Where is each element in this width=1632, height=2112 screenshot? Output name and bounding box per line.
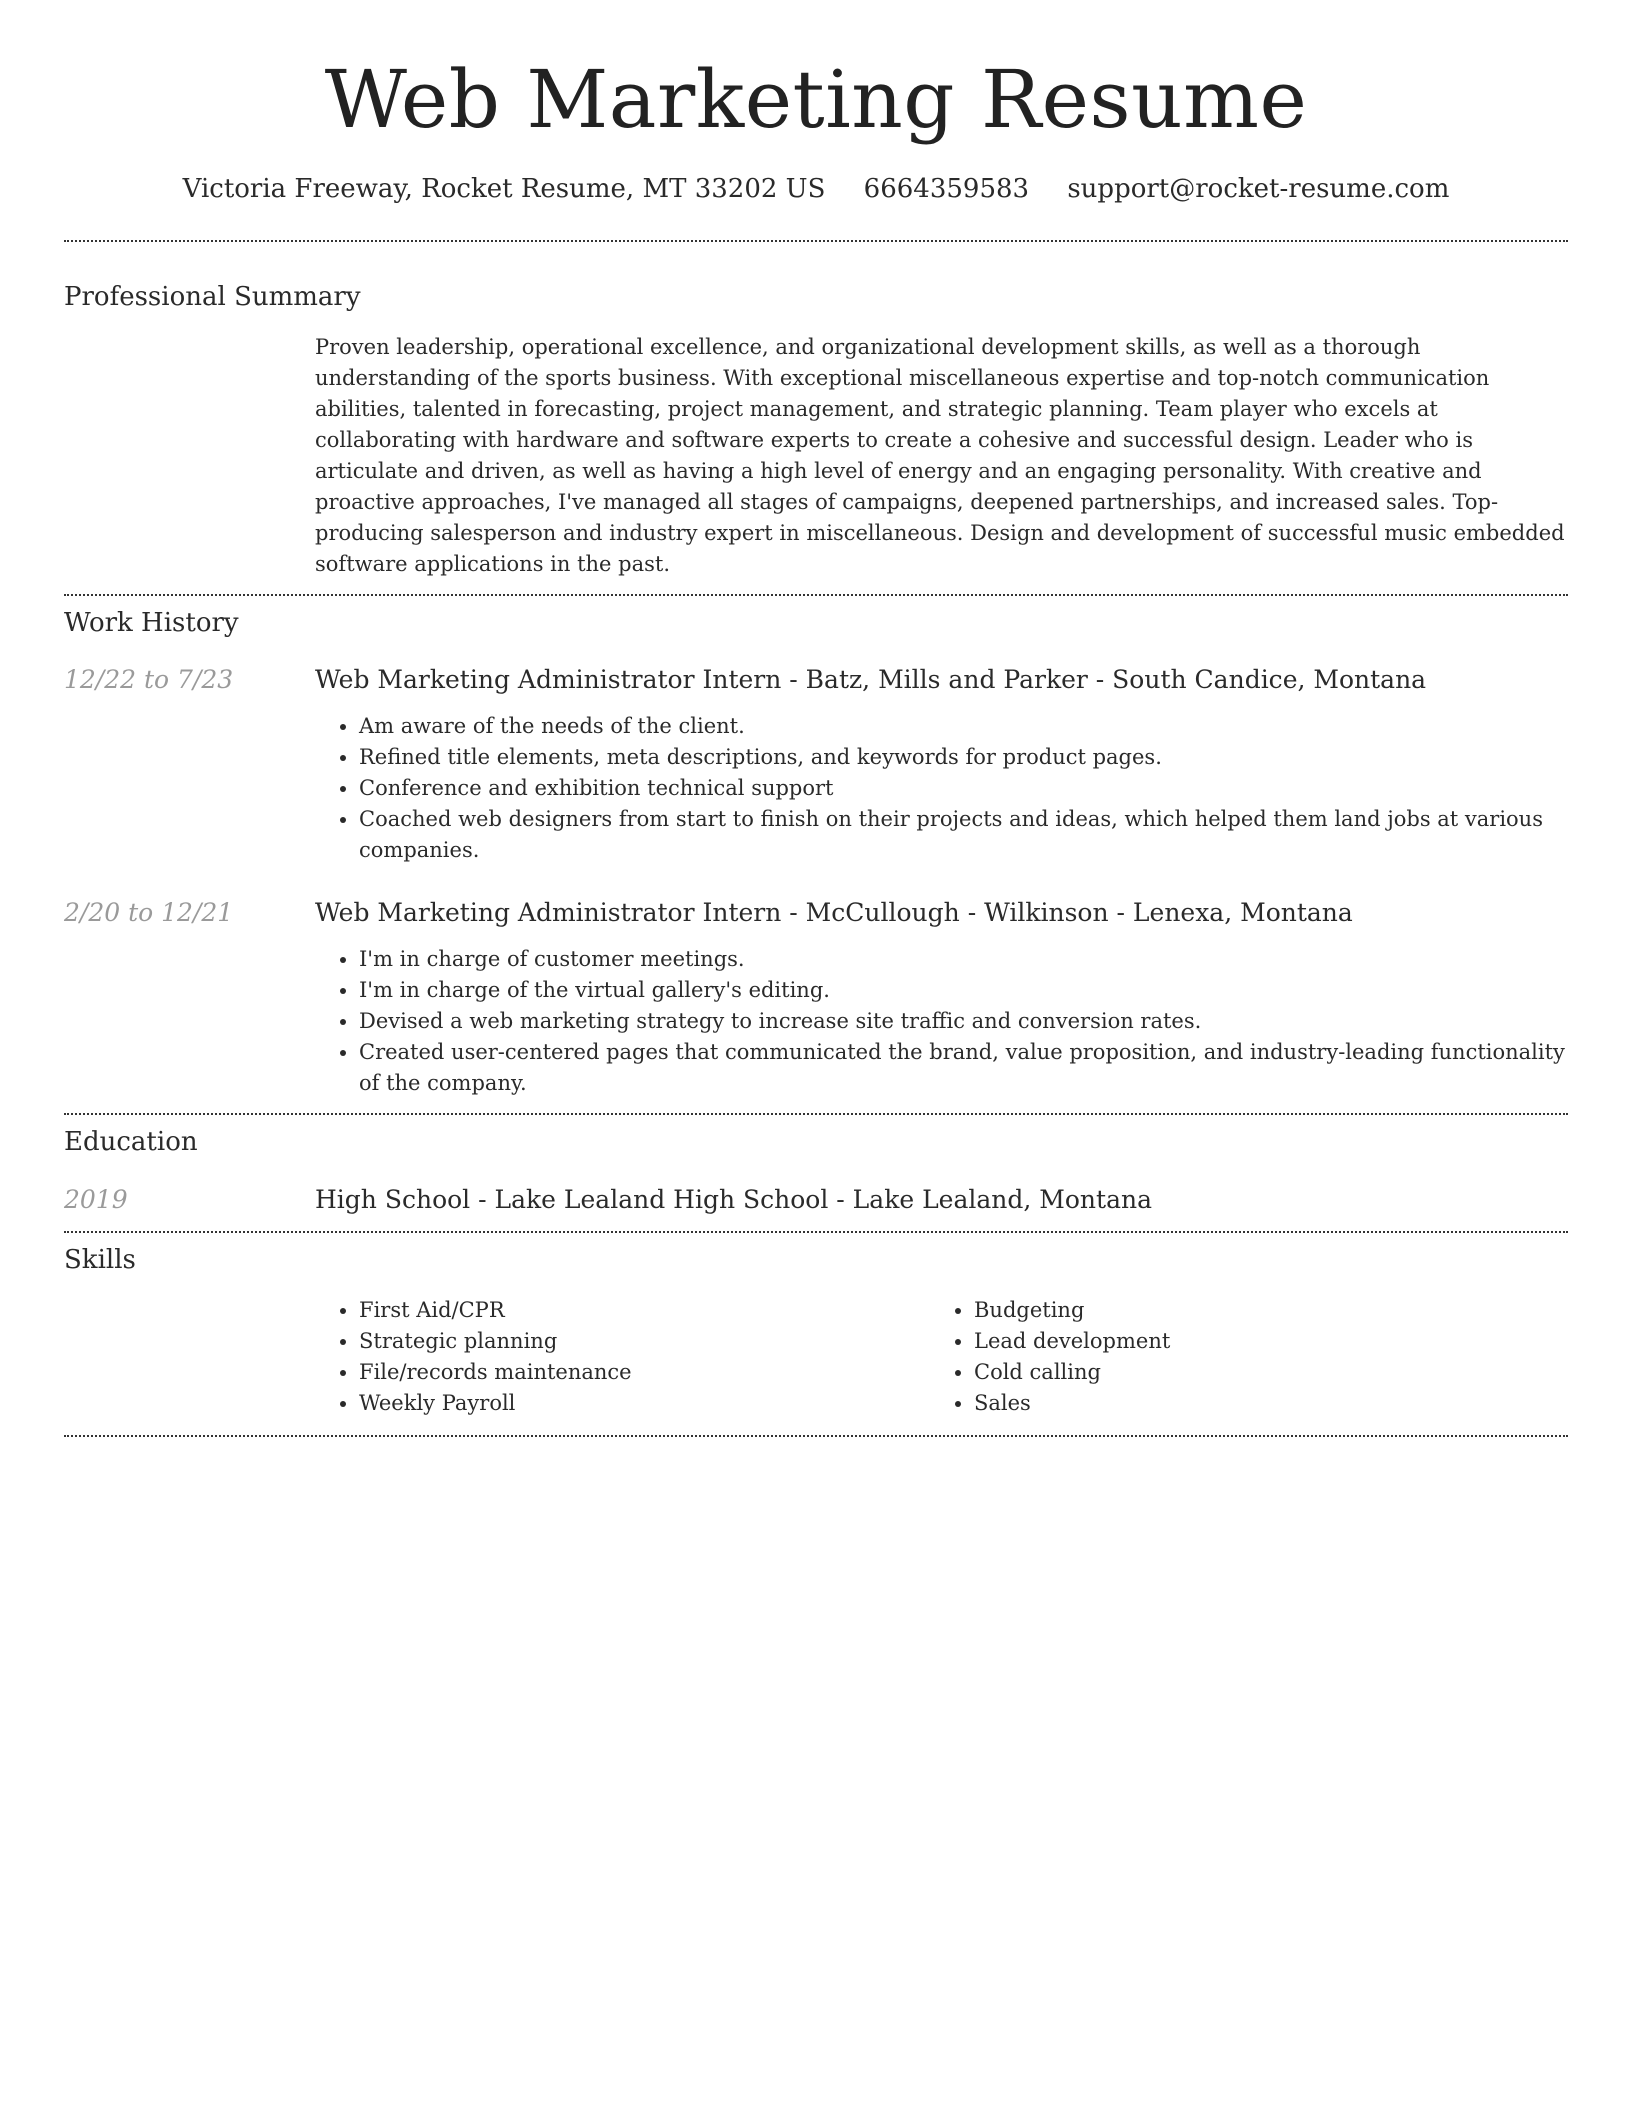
job-bullet: • I'm in charge of the virtual gallery's editing.	[359, 975, 1568, 1006]
job-entry	[64, 896, 1568, 1099]
summary-heading: Professional Summary	[64, 282, 361, 312]
skills-list-right	[930, 1295, 1545, 1419]
skills-list-left	[315, 1295, 930, 1419]
skill-item: • Strategic planning	[359, 1326, 930, 1357]
skill-item: • Sales	[974, 1388, 1545, 1419]
divider	[64, 1435, 1568, 1437]
work-history-heading: Work History	[64, 608, 239, 638]
education-line: High School - Lake Lealand High School - Lake Lealand, Montana	[315, 1185, 1152, 1214]
job-bullet: • Refined title elements, meta descriptions, and keywords for product pages.	[359, 742, 1568, 773]
summary-section	[64, 242, 1568, 594]
contact-line	[64, 172, 1568, 206]
skill-item: • Weekly Payroll	[359, 1388, 930, 1419]
education-heading: Education	[64, 1127, 198, 1157]
job-bullets	[315, 944, 1568, 1099]
job-bullet: • Am aware of the needs of the client.	[359, 711, 1568, 742]
job-bullet: • Devised a web marketing strategy to increase site traffic and conversion rates.	[359, 1006, 1568, 1037]
job-bullets	[315, 711, 1568, 866]
skills-heading: Skills	[64, 1245, 136, 1275]
job-bullet: • Created user-centered pages that communicated the brand, value proposition, and industry-leading functionality of the company.	[359, 1037, 1568, 1099]
education-entry	[64, 1183, 1568, 1217]
job-entry	[64, 663, 1568, 866]
email-link[interactable]: support@rocket-resume.com	[1067, 174, 1450, 204]
address-text: Victoria Freeway, Rocket Resume, MT 33202 US	[182, 174, 826, 204]
skill-item: • Cold calling	[974, 1357, 1545, 1388]
education-year: 2019	[64, 1185, 128, 1214]
skill-item: • Budgeting	[974, 1295, 1545, 1326]
job-bullet: • I'm in charge of customer meetings.	[359, 944, 1568, 975]
job-dates: 12/22 to 7/23	[64, 665, 234, 694]
skill-item: • First Aid/CPR	[359, 1295, 930, 1326]
education-section	[64, 1115, 1568, 1231]
job-dates: 2/20 to 12/21	[64, 898, 234, 927]
skill-item: • File/records maintenance	[359, 1357, 930, 1388]
job-bullet: • Coached web designers from start to finish on their projects and ideas, which helped them land jobs at various companies.	[359, 804, 1568, 866]
resume-title: Web Marketing Resume	[324, 53, 1308, 146]
skills-section	[64, 1233, 1568, 1435]
skill-item: • Lead development	[974, 1326, 1545, 1357]
job-title-line: Web Marketing Administrator Intern - Batz, Mills and Parker - South Candice, Montana	[315, 665, 1427, 694]
phone-text: 6664359583	[863, 174, 1030, 204]
job-bullet: • Conference and exhibition technical support	[359, 773, 1568, 804]
summary-paragraph: Proven leadership, operational excellence, and organizational development skills, as well as a thorough understanding of the sports business. With exceptional miscellaneous expertise and top-notch communication abilities, talented in forecasting, project management, and strategic planning. Team player who excels at collaborating with hardware and software experts to create a cohesive and successful design. Leader who is articulate and driven, as well as having a high level of energy and an engaging personality. With creative and proactive approaches, I've managed all stages of campaigns, deepened partnerships, and increased sales. Top-producing salesperson and industry expert in miscellaneous. Design and development of successful music embedded software applications in the past.	[315, 335, 1565, 576]
job-title-line: Web Marketing Administrator Intern - McCullough - Wilkinson - Lenexa, Montana	[315, 898, 1353, 927]
work-history-section	[64, 596, 1568, 1113]
resume-page	[64, 0, 1568, 1437]
